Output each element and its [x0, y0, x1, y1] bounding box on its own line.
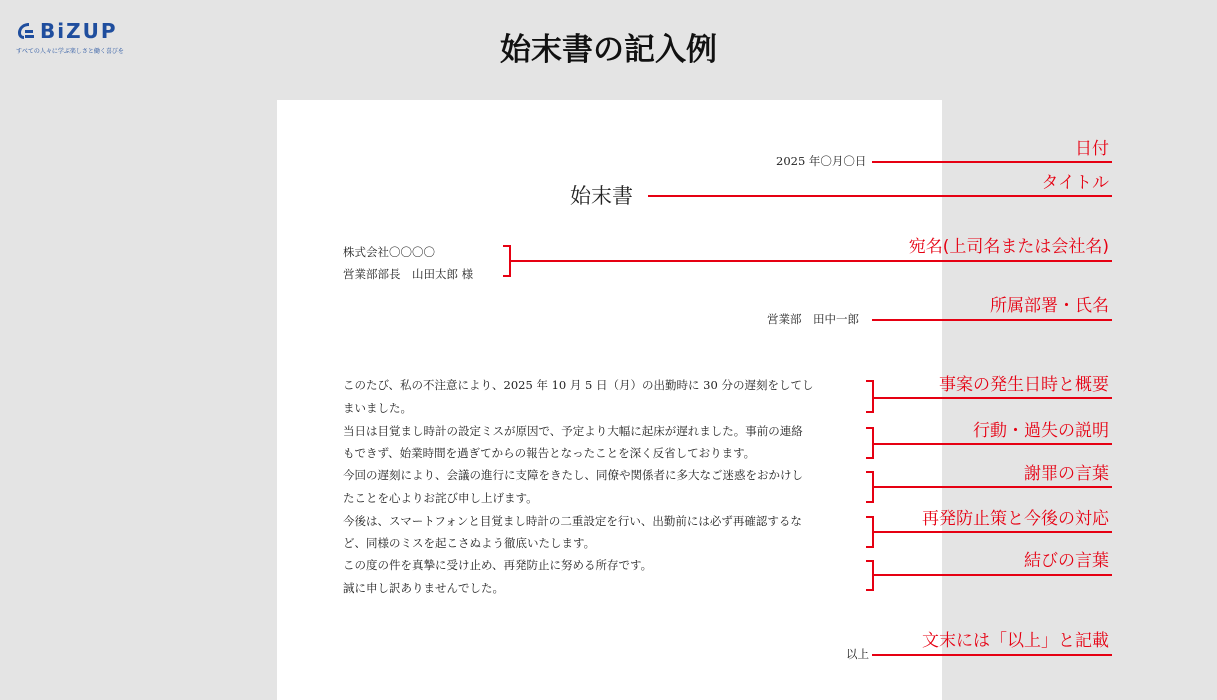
annotation-apology: 謝罪の言葉: [1024, 464, 1109, 484]
doc-body-line: もできず、始業時間を過ぎてからの報告となったことを深く反省しております。: [343, 446, 756, 460]
title-leader-line: [648, 195, 1112, 197]
annotation-conclusion: 結びの言葉: [1024, 551, 1109, 571]
doc-body-line: ど、同様のミスを起こさぬよう徹底いたします。: [343, 536, 596, 550]
doc-body-line: このたび、私の不注意により、2025 年 10 月 5 日（月）の出勤時に 30 分の遅刻をしてし: [343, 378, 814, 392]
doc-body-line: この度の件を真摯に受け止め、再発防止に努める所存です。: [343, 558, 653, 572]
recipient-leader-line: [510, 260, 1112, 262]
doc-recipient-company: 株式会社〇〇〇〇: [343, 245, 435, 259]
incident-leader-line: [873, 397, 1112, 399]
sender-leader-line: [872, 319, 1112, 321]
doc-date: 2025 年〇月〇日: [776, 154, 867, 168]
annotation-date: 日付: [1075, 139, 1109, 159]
doc-title: 始末書: [570, 184, 633, 208]
doc-body-line: たことを心よりお詫び申し上げます。: [343, 491, 538, 505]
annotation-closing: 文末には「以上」と記載: [922, 631, 1109, 651]
doc-sender: 営業部 田中一郎: [767, 312, 859, 326]
doc-body-line: 今回の遅刻により、会議の進行に支障をきたし、同僚や関係者に多大なご迷惑をおかけし: [343, 468, 803, 482]
cause-leader-line: [873, 443, 1112, 445]
logo-tagline: すべての人々に学ぶ楽しさと働く喜びを: [16, 48, 124, 55]
annotation-title: タイトル: [1041, 173, 1109, 193]
page-title: 始末書の記入例: [500, 32, 717, 68]
annotation-incident: 事案の発生日時と概要: [939, 375, 1109, 395]
annotation-prevention: 再発防止策と今後の対応: [922, 509, 1109, 529]
prevention-leader-line: [873, 531, 1112, 533]
doc-closing: 以上: [846, 647, 869, 661]
annotation-recipient: 宛名(上司名または会社名): [908, 237, 1109, 257]
doc-body-line: 今後は、スマートフォンと目覚まし時計の二重設定を行い、出勤前には必ず再確認するな: [343, 514, 802, 528]
doc-body-line: 当日は目覚まし時計の設定ミスが原因で、予定より大幅に起床が遅れました。事前の連絡: [343, 424, 803, 438]
annotation-cause: 行動・過失の説明: [973, 421, 1109, 441]
closing-leader-line: [872, 654, 1112, 656]
annotation-sender: 所属部署・氏名: [990, 296, 1109, 316]
doc-body-line: 誠に申し訳ありませんでした。: [343, 581, 504, 595]
date-leader-line: [872, 161, 1112, 163]
conclusion-leader-line: [873, 574, 1112, 576]
doc-recipient-person: 営業部部長 山田太郎 様: [343, 267, 474, 281]
doc-body-line: まいました。: [343, 401, 412, 415]
logo-wordmark: BiZUP: [40, 19, 118, 43]
apology-leader-line: [873, 486, 1112, 488]
